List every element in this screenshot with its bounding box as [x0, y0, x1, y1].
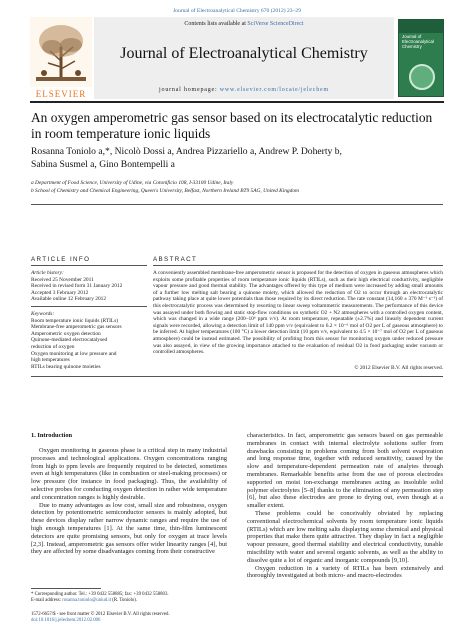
divider — [153, 265, 443, 266]
keyword-item: high temperatures — [31, 357, 70, 364]
keyword-item: Oxygen monitoring at low pressure and — [31, 350, 117, 357]
right-column — [247, 432, 443, 580]
history-label: Article history: — [31, 270, 64, 276]
history-item: Accepted 3 February 2012 — [31, 289, 89, 296]
email-link[interactable]: rosanna.toniolo@uniud.it — [62, 597, 112, 603]
header-rule — [30, 101, 444, 103]
paragraph: Oxygen reduction in a variety of RTILs has been extensively and thoroughly investigated at both micro- and macro-electrodes — [247, 564, 443, 580]
copyright-notice: © 2012 Elsevier B.V. All rights reserved. — [354, 365, 443, 371]
footnotes — [31, 592, 227, 604]
history-item: Received 25 November 2011 — [31, 276, 94, 283]
history-item: Available online 12 February 2012 — [31, 296, 107, 303]
paragraph: These problems could be conceivably obviated by replacing conventional electrochemical solvents by room temperature ionic liquids (RTILs) which are low melting salts displaying some chemical and physical properties that make them quite attractive. They display in fact a negligible vapour pressure, good thermal stability and electrical conductivity, tunable miscibility with water and several organic solvents, as well as the ability to dissolve quite a lot of organic and inorganic compounds [9,10]. — [247, 509, 443, 564]
contents-prefix: Contents lists available at — [184, 21, 248, 27]
abstract-text: A conveniently assembled membrane-free amperometric sensor is proposed for the detection of oxygen in gaseous atmospheres which exploits some profitable properties of room temperature ionic liquids (RTILs), such as their high electrical conductivity, negligible vapour pressure and good thermal stability. The advantages offered by this type of medium were increased by adding small amounts of a further low melting salt bearing a quinone moiety, which allowed the reduction of O2 to occur through an electrocatalytic pathway taking place at quite lower potentials than those required by its direct reduction. The rate constant (14,160 ± 370 M⁻¹ s⁻¹) of this electrocatalytic process was determined by resorting to linear sweep voltammetric measurements. The performance of this device was assayed under both flowing and static stop-flow conditions on synthetic O2 + N2 atmospheres with a controlled oxygen content, which was changed in a wide range (200–10⁶ ppm v/v). At room temperature, repeatable (±2.7%) and linearly dependent current signals were recorded, allowing a detection limit of 140 ppm v/v (equivalent to 6.2 × 10⁻⁶ mol of O2 per L of gaseous atmosphere) to be inferred. At higher temperatures (100 °C) a lower detection limit (10 ppm v/v, equivalent to 4.5 × 10⁻⁷ mol of O2 per L of gaseous atmosphere) could be instead estimated. The possibility of profiting from this sensor for monitoring oxygen under reduced pressure was also assayed, in view of the growing importance attached to the evaluation of residual O2 in food packaging under vacuum or controlled atmospheres. — [153, 270, 443, 356]
article-history — [31, 270, 147, 303]
keyword-item: RTILs bearing quinone moieties — [31, 363, 101, 370]
left-column — [31, 447, 227, 556]
paragraph: Due to many advantages as low cost, small size and robustness, oxygen detection by potentiometric semiconductor sensors is mainly adopted, but these devices display rather narrow dynamic ranges and require the use of high enough temperatures [1]. At the same time, thin-film luminescent detectors are quite promising sensors, but only for oxygen at trace levels [2,3]. Instead, amperometric gas sensors offer wider linearity ranges [4], but they are affected by some disadvantages coming from their constructive — [31, 501, 227, 556]
keyword-item: Quinone-mediated electrocatalysed — [31, 337, 108, 344]
section-heading: 1. Introduction — [31, 432, 73, 439]
journal-title: Journal of Electroanalytical Chemistry — [120, 45, 368, 62]
email-suffix: (R. Toniolo). — [111, 597, 138, 603]
author-list — [31, 146, 441, 171]
contents-line — [94, 21, 394, 27]
article-info-heading: ARTICLE INFO — [31, 256, 91, 263]
affiliation-a: a Department of Food Science, University of Udine, via Cotonificio 108, I-33100 Udine, Italy — [31, 180, 234, 186]
sciencedirect-link[interactable]: SciVerse ScienceDirect — [247, 21, 304, 27]
keyword-item: Room temperature ionic liquids (RTILs) — [31, 317, 119, 324]
article-title: An oxygen amperometric gas sensor based on its electrocatalytic reduction in room temperature ionic liquids — [31, 110, 433, 141]
homepage-link[interactable]: www.elsevier.com/locate/jelechem — [219, 87, 329, 93]
doi-link[interactable]: doi:10.1016/j.jelechem.2012.02.006 — [31, 617, 101, 623]
journal-banner — [94, 17, 394, 99]
cover-title: Journal of Electroanalytical Chemistry — [402, 34, 434, 50]
divider — [31, 376, 443, 377]
journal-reference[interactable]: Journal of Electroanalytical Chemistry 670 (2012) 23–29 — [172, 8, 301, 14]
homepage-line — [94, 87, 394, 93]
divider — [31, 265, 147, 266]
journal-header — [30, 17, 444, 99]
keywords-label: Keywords: — [31, 311, 55, 317]
publisher-name: ELSEVIER — [35, 89, 87, 99]
publisher-logo — [30, 17, 92, 99]
footnote-rule — [31, 588, 101, 589]
affiliations — [31, 179, 441, 195]
cover-emblem-icon — [409, 64, 435, 90]
affiliation-b: b School of Chemistry and Chemical Engineering, Queen's University, Belfast, Northern Ireland BT9 5AG, United Kingdom — [31, 188, 299, 194]
email-label: E-mail address: — [31, 597, 63, 603]
authors-line-2: Sabina Susmel a, Gino Bontempelli a — [31, 158, 175, 170]
abstract-heading: ABSTRACT — [153, 256, 198, 263]
history-item: Received in revised form 31 January 2012 — [31, 283, 123, 290]
article-identifiers — [31, 612, 227, 624]
keyword-item: reduction of oxygen — [31, 343, 75, 350]
email-note — [31, 598, 227, 604]
homepage-prefix: journal homepage: — [159, 87, 220, 93]
keyword-item: Membrane-free amperometric gas sensors — [31, 324, 122, 331]
keywords — [31, 311, 147, 370]
corresponding-author-note: * Corresponding author. Tel.: +39 0432 558885; fax: +39 0432 558803. — [31, 592, 169, 597]
authors-line-1: Rosanna Toniolo a,*, Nicolò Dossi a, Andrea Pizzariello a, Andrew P. Doherty b, — [31, 146, 342, 157]
keyword-item: Amperometric oxygen detection — [31, 330, 101, 337]
paragraph: Oxygen monitoring in gaseous phase is a critical step in many industrial processes and technological applications. Oxygen concentrations ranging from high to ppm levels are frequently required to be detected, sometimes even at high temperatures (like in combustion or steel-making processes) or low pressure (for instance in food packaging). Thus, the availability of selective probes for conducting oxygen detection in rather wide temperature and concentration ranges is highly desirable. — [31, 447, 227, 501]
divider — [31, 204, 443, 205]
paragraph: characteristics. In fact, amperometric gas sensors based on gas permeable membranes in contact with internal electrolyte solutions suffer from drawbacks consisting in problems coming from both solvent evaporation and long response time, together with reduced sensitivity, caused by the slow and temperature-dependent permeation rate of analytes through membranes. Remarkable benefits arise from the use of porous electrodes supported on moist ion-exchange membranes acting as insoluble solid polymer electrolytes [5–8] thanks to the elimination of any permeation step [6], but also these electrodes are prone to drying out, even though at a smaller extent. — [247, 432, 443, 510]
journal-cover-thumbnail — [398, 19, 444, 97]
tree-emblem-icon — [30, 17, 92, 87]
divider — [31, 306, 147, 307]
issn-line: 1572-6657/$ - see front matter © 2012 Elsevier B.V. All rights reserved. — [31, 612, 170, 617]
